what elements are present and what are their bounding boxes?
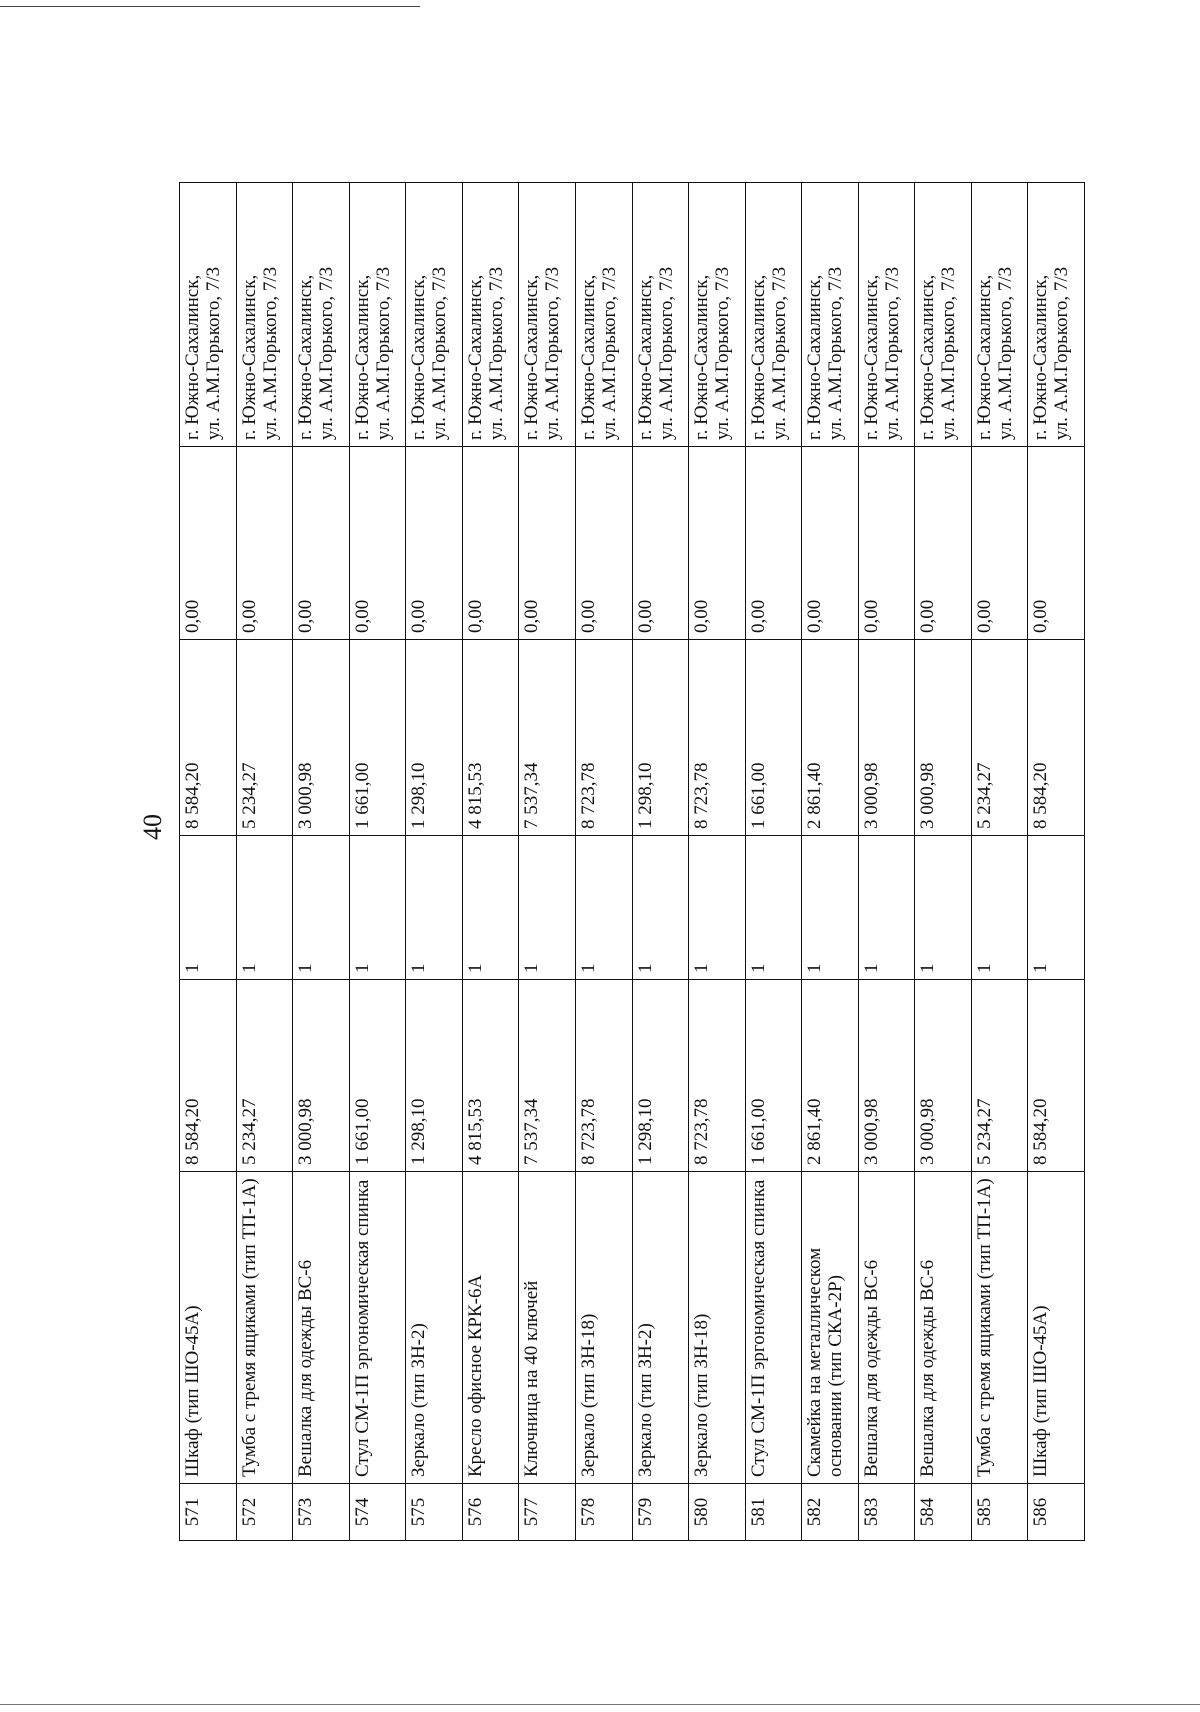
address-line-city: г. Южно-Сахалинск, — [464, 274, 486, 440]
quantity-cell: 1 — [462, 836, 519, 980]
address-line-city: г. Южно-Сахалинск, — [634, 274, 656, 440]
address-cell — [632, 183, 689, 447]
quantity-cell: 1 — [293, 836, 350, 980]
quantity-cell: 1 — [406, 836, 463, 980]
address-line-city: г. Южно-Сахалинск, — [408, 274, 430, 440]
residual-value-cell: 0,00 — [1028, 447, 1085, 640]
total-value-cell: 3 000,98 — [915, 640, 972, 836]
address-line-city: г. Южно-Сахалинск, — [351, 274, 373, 440]
unit-price-cell: 2 861,40 — [802, 980, 859, 1172]
page-number-text: 40 — [138, 814, 167, 840]
unit-price-cell: 1 298,10 — [632, 980, 689, 1172]
address-line-street: ул. А.М.Горького, 7/3 — [712, 266, 734, 440]
item-name-cell: Вешалка для одежды ВС-6 — [293, 1172, 350, 1484]
address-line-city: г. Южно-Сахалинск, — [804, 274, 826, 440]
address-line-street: ул. А.М.Горького, 7/3 — [655, 266, 677, 440]
item-name-cell: Стул СМ-1П эргономическая спинка — [745, 1172, 802, 1484]
quantity-cell: 1 — [745, 836, 802, 980]
total-value-cell: 1 298,10 — [632, 640, 689, 836]
address-line-street: ул. А.М.Горького, 7/3 — [429, 266, 451, 440]
unit-price-cell: 5 234,27 — [236, 980, 293, 1172]
total-value-cell: 5 234,27 — [971, 640, 1028, 836]
residual-value-cell: 0,00 — [915, 447, 972, 640]
quantity-cell: 1 — [858, 836, 915, 980]
total-value-cell: 2 861,40 — [802, 640, 859, 836]
address-cell — [462, 183, 519, 447]
quantity-cell: 1 — [349, 836, 406, 980]
address-cell — [689, 183, 746, 447]
quantity-cell: 1 — [632, 836, 689, 980]
residual-value-cell: 0,00 — [236, 447, 293, 640]
table-row — [575, 183, 632, 1541]
item-name-cell: Ключница на 40 ключей — [519, 1172, 576, 1484]
total-value-cell: 1 298,10 — [406, 640, 463, 836]
address-line-city: г. Южно-Сахалинск, — [182, 274, 203, 440]
row-number-cell: 586 — [1028, 1484, 1085, 1541]
address-cell — [575, 183, 632, 447]
address-line-city: г. Южно-Сахалинск, — [521, 274, 543, 440]
address-cell — [406, 183, 463, 447]
unit-price-cell: 8 584,20 — [1028, 980, 1085, 1172]
item-name-cell: Тумба с тремя ящиками (тип ТП-1А) — [971, 1172, 1028, 1484]
residual-value-cell: 0,00 — [462, 447, 519, 640]
quantity-cell: 1 — [519, 836, 576, 980]
row-number-cell: 581 — [745, 1484, 802, 1541]
page-number — [138, 814, 167, 840]
total-value-cell: 8 723,78 — [689, 640, 746, 836]
address-cell — [915, 183, 972, 447]
unit-price-cell: 5 234,27 — [971, 980, 1028, 1172]
quantity-cell: 1 — [971, 836, 1028, 980]
total-value-cell: 8 584,20 — [1028, 640, 1085, 836]
quantity-cell: 1 — [180, 836, 237, 980]
address-line-city: г. Южно-Сахалинск, — [295, 274, 317, 440]
row-number-cell: 571 — [180, 1484, 237, 1541]
address-line-street: ул. А.М.Горького, 7/3 — [259, 266, 281, 440]
unit-price-cell: 1 661,00 — [745, 980, 802, 1172]
item-name-cell: Вешалка для одежды ВС-6 — [915, 1172, 972, 1484]
table-row — [745, 183, 802, 1541]
table-row — [915, 183, 972, 1541]
item-name-cell: Вешалка для одежды ВС-6 — [858, 1172, 915, 1484]
address-line-street: ул. А.М.Горького, 7/3 — [881, 266, 903, 440]
unit-price-cell: 3 000,98 — [293, 980, 350, 1172]
unit-price-cell: 3 000,98 — [858, 980, 915, 1172]
unit-price-cell: 7 537,34 — [519, 980, 576, 1172]
table-row — [236, 183, 293, 1541]
item-name-cell: Зеркало (тип ЗН-2) — [406, 1172, 463, 1484]
residual-value-cell: 0,00 — [519, 447, 576, 640]
total-value-cell: 3 000,98 — [293, 640, 350, 836]
row-number-cell: 578 — [575, 1484, 632, 1541]
unit-price-cell: 4 815,53 — [462, 980, 519, 1172]
quantity-cell: 1 — [802, 836, 859, 980]
residual-value-cell: 0,00 — [406, 447, 463, 640]
residual-value-cell: 0,00 — [802, 447, 859, 640]
address-cell — [745, 183, 802, 447]
unit-price-cell: 8 723,78 — [689, 980, 746, 1172]
row-number-cell: 582 — [802, 1484, 859, 1541]
inventory-table-body — [180, 183, 1085, 1541]
address-line-street: ул. А.М.Горького, 7/3 — [1051, 266, 1073, 440]
item-name-cell: Зеркало (тип ЗН-18) — [575, 1172, 632, 1484]
rotated-table-container — [179, 183, 1085, 1541]
total-value-cell: 1 661,00 — [745, 640, 802, 836]
item-name-cell: Зеркало (тип ЗН-2) — [632, 1172, 689, 1484]
row-number-cell: 584 — [915, 1484, 972, 1541]
row-number-cell: 572 — [236, 1484, 293, 1541]
address-line-city: г. Южно-Сахалинск, — [917, 274, 939, 440]
row-number-cell: 580 — [689, 1484, 746, 1541]
table-row — [802, 183, 859, 1541]
residual-value-cell: 0,00 — [858, 447, 915, 640]
residual-value-cell: 0,00 — [349, 447, 406, 640]
residual-value-cell: 0,00 — [745, 447, 802, 640]
address-cell — [802, 183, 859, 447]
total-value-cell: 4 815,53 — [462, 640, 519, 836]
table-row — [971, 183, 1028, 1541]
address-line-street: ул. А.М.Горького, 7/3 — [938, 266, 960, 440]
address-line-street: ул. А.М.Горького, 7/3 — [203, 266, 224, 440]
total-value-cell: 5 234,27 — [236, 640, 293, 836]
total-value-cell: 3 000,98 — [858, 640, 915, 836]
address-cell — [858, 183, 915, 447]
table-row — [349, 183, 406, 1541]
item-name-cell: Кресло офисное КРК-6А — [462, 1172, 519, 1484]
address-line-street: ул. А.М.Горького, 7/3 — [372, 266, 394, 440]
address-line-street: ул. А.М.Горького, 7/3 — [598, 266, 620, 440]
residual-value-cell: 0,00 — [293, 447, 350, 640]
row-number-cell: 579 — [632, 1484, 689, 1541]
unit-price-cell: 1 298,10 — [406, 980, 463, 1172]
residual-value-cell: 0,00 — [180, 447, 237, 640]
row-number-cell: 575 — [406, 1484, 463, 1541]
row-number-cell: 585 — [971, 1484, 1028, 1541]
address-cell — [1028, 183, 1085, 447]
residual-value-cell: 0,00 — [575, 447, 632, 640]
address-cell — [293, 183, 350, 447]
total-value-cell: 8 584,20 — [180, 640, 237, 836]
address-line-street: ул. А.М.Горького, 7/3 — [825, 266, 847, 440]
inventory-table — [179, 182, 1085, 1541]
item-name-cell: Стул СМ-1П эргономическая спинка — [349, 1172, 406, 1484]
unit-price-cell: 8 723,78 — [575, 980, 632, 1172]
residual-value-cell: 0,00 — [689, 447, 746, 640]
address-line-city: г. Южно-Сахалинск, — [577, 274, 599, 440]
address-line-street: ул. А.М.Горького, 7/3 — [542, 266, 564, 440]
address-line-street: ул. А.М.Горького, 7/3 — [316, 266, 338, 440]
address-line-city: г. Южно-Сахалинск, — [860, 274, 882, 440]
address-cell — [349, 183, 406, 447]
address-cell — [971, 183, 1028, 447]
quantity-cell: 1 — [915, 836, 972, 980]
item-name-cell: Зеркало (тип ЗН-18) — [689, 1172, 746, 1484]
residual-value-cell: 0,00 — [632, 447, 689, 640]
quantity-cell: 1 — [1028, 836, 1085, 980]
total-value-cell: 1 661,00 — [349, 640, 406, 836]
table-row — [519, 183, 576, 1541]
quantity-cell: 1 — [575, 836, 632, 980]
address-line-city: г. Южно-Сахалинск, — [691, 274, 713, 440]
row-number-cell: 583 — [858, 1484, 915, 1541]
row-number-cell: 573 — [293, 1484, 350, 1541]
table-row — [180, 183, 237, 1541]
unit-price-cell: 1 661,00 — [349, 980, 406, 1172]
quantity-cell: 1 — [236, 836, 293, 980]
table-row — [462, 183, 519, 1541]
address-line-street: ул. А.М.Горького, 7/3 — [994, 266, 1016, 440]
total-value-cell: 7 537,34 — [519, 640, 576, 836]
row-number-cell: 576 — [462, 1484, 519, 1541]
table-row — [858, 183, 915, 1541]
address-cell — [236, 183, 293, 447]
row-number-cell: 574 — [349, 1484, 406, 1541]
item-name-cell: Шкаф (тип ШО-45А) — [1028, 1172, 1085, 1484]
table-row — [689, 183, 746, 1541]
scan-top-edge-line — [0, 6, 420, 7]
unit-price-cell: 8 584,20 — [180, 980, 237, 1172]
scan-bottom-edge-line — [0, 1704, 1200, 1705]
item-name-cell: Скамейка на металлическом основании (тип СКА-2Р) — [802, 1172, 859, 1484]
address-line-city: г. Южно-Сахалинск, — [973, 274, 995, 440]
address-cell — [180, 183, 237, 447]
address-line-city: г. Южно-Сахалинск, — [238, 274, 260, 440]
unit-price-cell: 3 000,98 — [915, 980, 972, 1172]
table-row — [632, 183, 689, 1541]
table-row — [406, 183, 463, 1541]
row-number-cell: 577 — [519, 1484, 576, 1541]
table-row — [1028, 183, 1085, 1541]
total-value-cell: 8 723,78 — [575, 640, 632, 836]
address-line-city: г. Южно-Сахалинск, — [1030, 274, 1052, 440]
residual-value-cell: 0,00 — [971, 447, 1028, 640]
item-name-cell: Шкаф (тип ШО-45А) — [180, 1172, 237, 1484]
item-name-cell: Тумба с тремя ящиками (тип ТП-1А) — [236, 1172, 293, 1484]
quantity-cell: 1 — [689, 836, 746, 980]
address-line-street: ул. А.М.Горького, 7/3 — [768, 266, 790, 440]
address-cell — [519, 183, 576, 447]
table-row — [293, 183, 350, 1541]
address-line-city: г. Южно-Сахалинск, — [747, 274, 769, 440]
address-line-street: ул. А.М.Горького, 7/3 — [485, 266, 507, 440]
